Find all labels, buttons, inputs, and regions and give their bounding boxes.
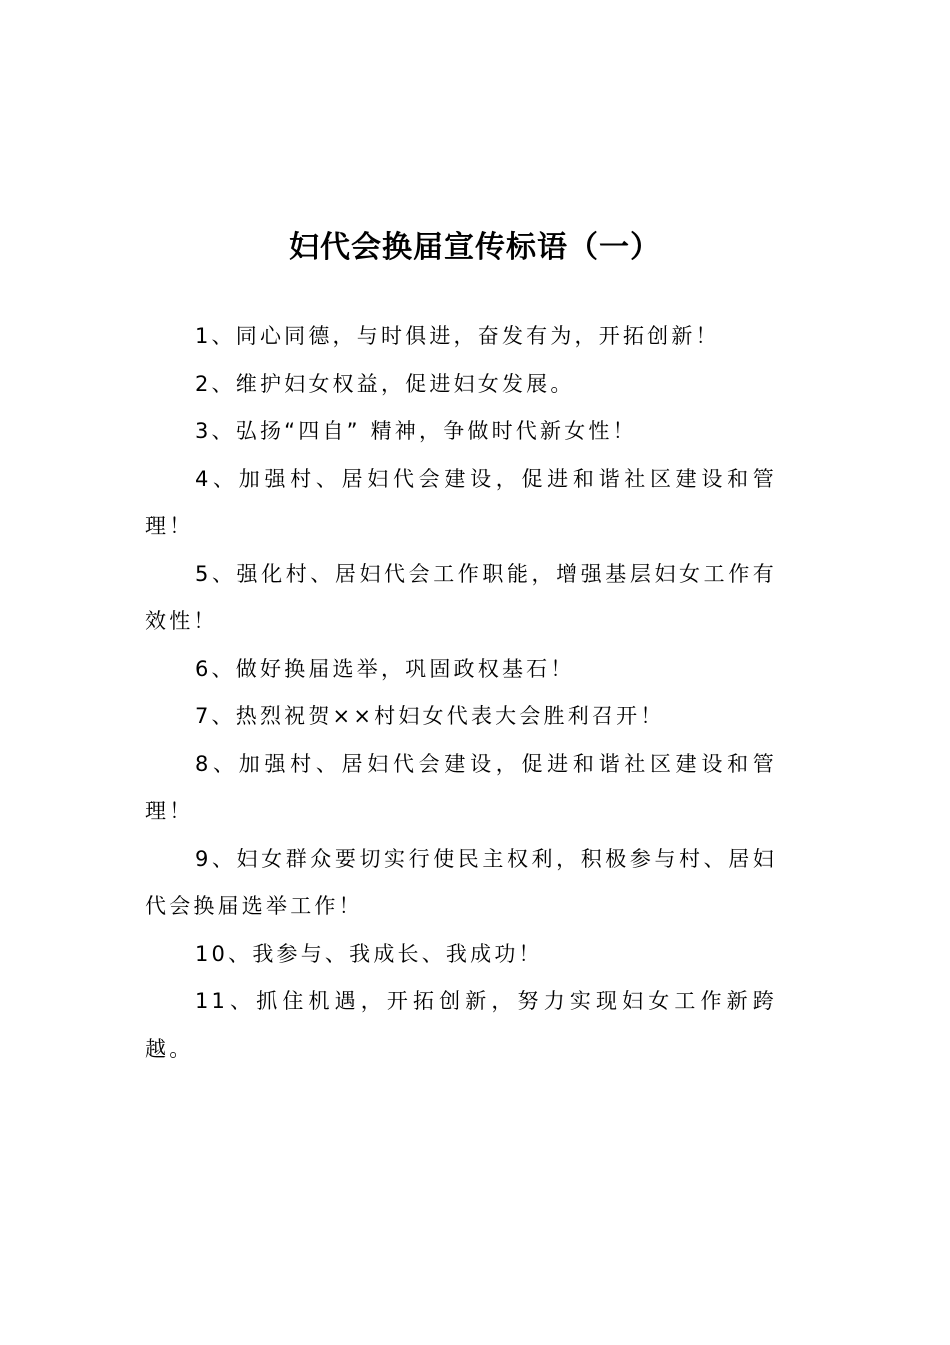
document-title: 妇代会换届宣传标语（一） (289, 230, 661, 265)
slogan-item-2: 2、维护妇女权益，促进妇女发展。 (195, 371, 575, 396)
slogan-item-7: 7、热烈祝贺××村妇女代表大会胜利召开！ (195, 704, 665, 728)
slogan-item-8: 8、加强村、居妇代会建设，促进和谐社区建设和管理！ (145, 751, 777, 823)
slogan-item-9: 9、妇女群众要切实行使民主权利，积极参与村、居妇代会换届选举工作！ (145, 846, 777, 918)
slogan-list (145, 313, 777, 1073)
slogan-item-11: 11、抓住机遇，开拓创新，努力实现妇女工作新跨越。 (145, 989, 777, 1061)
slogan-item-4: 4、加强村、居妇代会建设，促进和谐社区建设和管理！ (145, 466, 777, 538)
slogan-item-5: 5、强化村、居妇代会工作职能，增强基层妇女工作有效性！ (145, 561, 777, 633)
slogan-item-3: 3、弘扬“四自” 精神，争做时代新女性！ (195, 419, 637, 443)
slogan-item-6: 6、做好换届选举，巩固政权基石！ (195, 656, 575, 681)
slogan-item-10: 10、我参与、我成长、我成功！ (195, 941, 543, 966)
slogan-item-1: 1、同心同德，与时俱进，奋发有为，开拓创新！ (195, 324, 720, 348)
